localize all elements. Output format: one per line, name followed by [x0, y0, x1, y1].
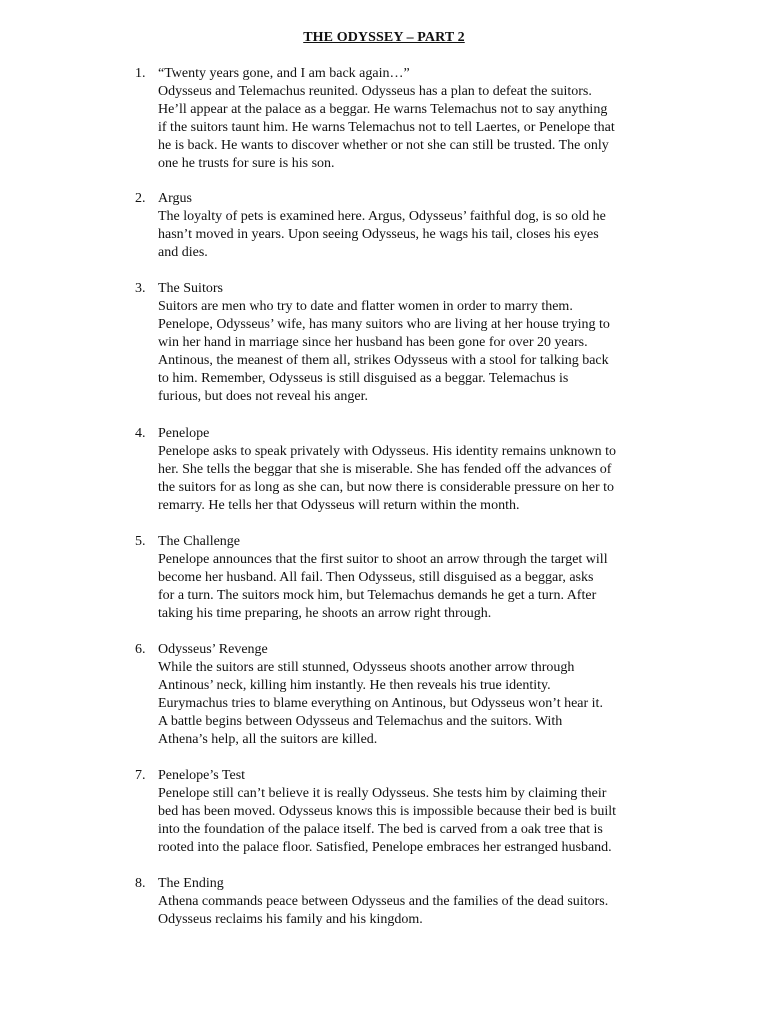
list-item-body — [158, 533, 658, 623]
list-item-text-line: Suitors are men who try to date and flatter women in order to marry them. — [158, 299, 573, 314]
list-item — [0, 767, 768, 857]
list-item-heading: Penelope — [158, 426, 210, 441]
list-item-text-line: Antinous, the meanest of them all, strikes Odysseus with a stool for talking back — [158, 353, 609, 368]
list-item-number: 1. — [135, 66, 146, 81]
list-item-number: 7. — [135, 768, 146, 783]
list-item-text-line: hasn’t moved in years. Upon seeing Odysseus, he wags his tail, closes his eyes — [158, 227, 599, 242]
list-item-number: 8. — [135, 876, 146, 891]
list-item — [0, 875, 768, 929]
list-item-body — [158, 875, 658, 929]
list-item-number: 3. — [135, 281, 146, 296]
list-item-text-line: if the suitors taunt him. He warns Telemachus not to tell Laertes, or Penelope that — [158, 120, 615, 135]
list-item-text-line: Odysseus and Telemachus reunited. Odysseus has a plan to defeat the suitors. — [158, 84, 592, 99]
list-item — [0, 280, 768, 406]
list-item-number: 4. — [135, 426, 146, 441]
list-item-text-line: the suitors for as long as she can, but now there is considerable pressure on her to — [158, 480, 615, 495]
list-item-body — [158, 767, 658, 857]
list-item-body — [158, 280, 658, 406]
document-title: THE ODYSSEY – PART 2 — [303, 30, 465, 45]
list-item-text-line: he is back. He wants to discover whether or not she can still be trusted. The only — [158, 138, 609, 153]
list-item-text-line: He’ll appear at the palace as a beggar. He warns Telemachus not to say anything — [158, 102, 608, 117]
list-item-text-line: for a turn. The suitors mock him, but Telemachus demands he get a turn. After — [158, 588, 597, 603]
list-item-text-line: into the foundation of the palace itself. The bed is carved from a oak tree that is — [158, 822, 603, 837]
list-item-heading: Odysseus’ Revenge — [158, 642, 268, 657]
list-item-number: 5. — [135, 534, 146, 549]
list-item-body — [158, 190, 658, 262]
list-item-text-line: Penelope, Odysseus’ wife, has many suitors who are living at her house trying to — [158, 317, 610, 332]
list-item-text-line: and dies. — [158, 245, 208, 260]
list-item-body — [158, 641, 658, 749]
list-item-heading: The Challenge — [158, 534, 241, 549]
list-item — [0, 533, 768, 623]
list-item-text-line: remarry. He tells her that Odysseus will return within the month. — [158, 498, 520, 513]
list-item-text-line: While the suitors are still stunned, Odysseus shoots another arrow through — [158, 660, 575, 675]
list-item-heading: The Suitors — [158, 281, 223, 296]
list-item-heading: “Twenty years gone, and I am back again…” — [158, 66, 410, 81]
list-item-text-line: Eurymachus tries to blame everything on Antinous, but Odysseus won’t hear it. — [158, 696, 603, 711]
list-item-text-line: Antinous’ neck, killing him instantly. He then reveals his true identity. — [158, 678, 551, 693]
list-item — [0, 641, 768, 749]
list-item-number: 6. — [135, 642, 146, 657]
list-item-body — [158, 425, 658, 515]
list-item-text-line: The loyalty of pets is examined here. Argus, Odysseus’ faithful dog, is so old he — [158, 209, 606, 224]
list-item-text-line: her. She tells the beggar that she is miserable. She has fended off the advances of — [158, 462, 612, 477]
list-item-heading: The Ending — [158, 876, 224, 891]
list-item-text-line: Athena’s help, all the suitors are killed. — [158, 732, 378, 747]
list-item-text-line: Athena commands peace between Odysseus and the families of the dead suitors. — [158, 894, 609, 909]
list-item-text-line: win her hand in marriage since her husband has been gone for over 20 years. — [158, 335, 588, 350]
numbered-list — [0, 65, 768, 929]
list-item-text-line: Penelope still can’t believe it is really Odysseus. She tests him by claiming their — [158, 786, 607, 801]
list-item-heading: Penelope’s Test — [158, 768, 246, 783]
list-item — [0, 65, 768, 173]
list-item-text-line: become her husband. All fail. Then Odysseus, still disguised as a beggar, asks — [158, 570, 594, 585]
list-item-heading: Argus — [158, 191, 192, 206]
list-item-text-line: taking his time preparing, he shoots an arrow right through. — [158, 606, 492, 621]
list-item-text-line: Penelope announces that the first suitor to shoot an arrow through the target will — [158, 552, 608, 567]
list-item-text-line: A battle begins between Odysseus and Telemachus and the suitors. With — [158, 714, 563, 729]
list-item-number: 2. — [135, 191, 146, 206]
list-item-text-line: Penelope asks to speak privately with Odysseus. His identity remains unknown to — [158, 444, 617, 459]
list-item-body — [158, 65, 658, 173]
list-item-text-line: to him. Remember, Odysseus is still disguised as a beggar. Telemachus is — [158, 371, 569, 386]
list-item-text-line: rooted into the palace floor. Satisfied, Penelope embraces her estranged husband. — [158, 840, 612, 855]
list-item-text-line: one he trusts for sure is his son. — [158, 156, 335, 171]
list-item-text-line: Odysseus reclaims his family and his kingdom. — [158, 912, 423, 927]
list-item-text-line: bed has been moved. Odysseus knows this is impossible because their bed is built — [158, 804, 617, 819]
list-item-text-line: furious, but does not reveal his anger. — [158, 389, 368, 404]
list-item — [0, 190, 768, 262]
list-item — [0, 425, 768, 515]
